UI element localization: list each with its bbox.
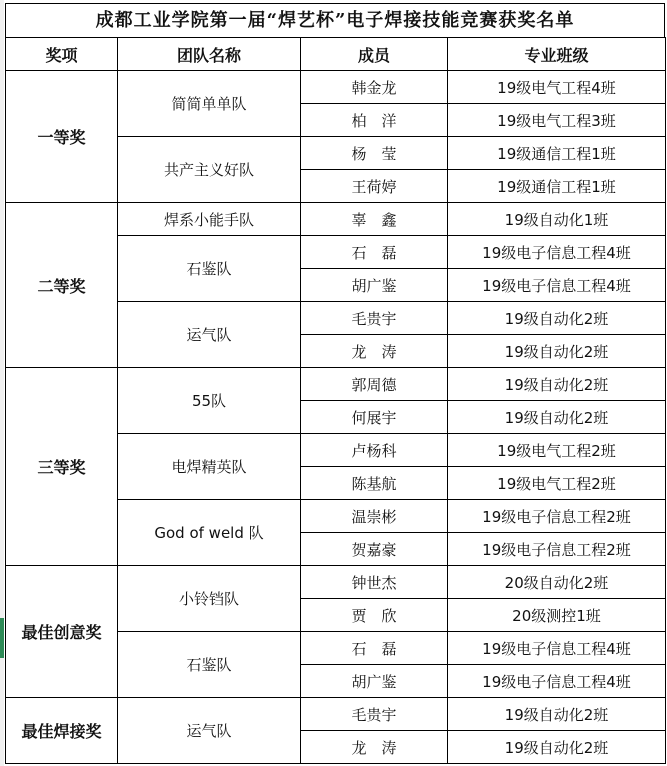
class-cell: 19级自动化1班 — [448, 203, 666, 236]
class-cell: 19级自动化2班 — [448, 731, 666, 764]
award-cell: 一等奖 — [6, 71, 118, 203]
team-name-cell: 石鉴队 — [118, 632, 301, 698]
award-sheet — [5, 3, 665, 764]
member-cell: 石 磊 — [301, 236, 448, 269]
member-cell: 郭周德 — [301, 368, 448, 401]
class-cell: 19级电子信息工程4班 — [448, 665, 666, 698]
member-cell: 卢杨科 — [301, 434, 448, 467]
class-cell: 19级自动化2班 — [448, 302, 666, 335]
class-cell: 19级电子信息工程2班 — [448, 500, 666, 533]
header-row — [6, 38, 666, 71]
member-cell: 陈基航 — [301, 467, 448, 500]
class-cell: 20级测控1班 — [448, 599, 666, 632]
award-table — [5, 37, 666, 764]
team-name-cell: 电焊精英队 — [118, 434, 301, 500]
member-cell: 温崇彬 — [301, 500, 448, 533]
class-cell: 19级自动化2班 — [448, 368, 666, 401]
member-cell: 石 磊 — [301, 632, 448, 665]
award-cell: 最佳创意奖 — [6, 566, 118, 698]
team-name-cell: 焊系小能手队 — [118, 203, 301, 236]
member-cell: 龙 涛 — [301, 335, 448, 368]
class-cell: 20级自动化2班 — [448, 566, 666, 599]
header-member: 成员 — [301, 38, 448, 71]
row-marker — [0, 618, 4, 658]
table-row — [6, 71, 666, 104]
team-name-cell: 小铃铛队 — [118, 566, 301, 632]
member-cell: 毛贵宇 — [301, 302, 448, 335]
member-cell: 龙 涛 — [301, 731, 448, 764]
award-cell: 最佳焊接奖 — [6, 698, 118, 764]
class-cell: 19级自动化2班 — [448, 335, 666, 368]
class-cell: 19级电气工程2班 — [448, 434, 666, 467]
team-name-cell: 55队 — [118, 368, 301, 434]
member-cell: 王荷婷 — [301, 170, 448, 203]
table-row — [6, 203, 666, 236]
team-name-cell: 简简单单队 — [118, 71, 301, 137]
class-cell: 19级电子信息工程2班 — [448, 533, 666, 566]
header-award: 奖项 — [6, 38, 118, 71]
sheet-title: 成都工业学院第一届“焊艺杯”电子焊接技能竞赛获奖名单 — [5, 3, 665, 37]
class-cell: 19级自动化2班 — [448, 698, 666, 731]
class-cell: 19级电子信息工程4班 — [448, 269, 666, 302]
header-team: 团队名称 — [118, 38, 301, 71]
member-cell: 胡广鉴 — [301, 269, 448, 302]
member-cell: 钟世杰 — [301, 566, 448, 599]
class-cell: 19级电子信息工程4班 — [448, 236, 666, 269]
member-cell: 贾 欣 — [301, 599, 448, 632]
award-cell: 三等奖 — [6, 368, 118, 566]
member-cell: 贺嘉豪 — [301, 533, 448, 566]
member-cell: 杨 莹 — [301, 137, 448, 170]
class-cell: 19级电气工程3班 — [448, 104, 666, 137]
member-cell: 辜 鑫 — [301, 203, 448, 236]
class-cell: 19级通信工程1班 — [448, 137, 666, 170]
award-cell: 二等奖 — [6, 203, 118, 368]
table-row — [6, 566, 666, 599]
table-row — [6, 698, 666, 731]
team-name-cell: God of weld 队 — [118, 500, 301, 566]
class-cell: 19级电子信息工程4班 — [448, 632, 666, 665]
award-table-body — [6, 71, 666, 764]
member-cell: 何展宇 — [301, 401, 448, 434]
member-cell: 韩金龙 — [301, 71, 448, 104]
class-cell: 19级通信工程1班 — [448, 170, 666, 203]
member-cell: 毛贵宇 — [301, 698, 448, 731]
class-cell: 19级自动化2班 — [448, 401, 666, 434]
member-cell: 胡广鉴 — [301, 665, 448, 698]
team-name-cell: 共产主义好队 — [118, 137, 301, 203]
table-row — [6, 368, 666, 401]
team-name-cell: 运气队 — [118, 302, 301, 368]
team-name-cell: 石鉴队 — [118, 236, 301, 302]
header-class: 专业班级 — [448, 38, 666, 71]
team-name-cell: 运气队 — [118, 698, 301, 764]
class-cell: 19级电气工程2班 — [448, 467, 666, 500]
member-cell: 柏 洋 — [301, 104, 448, 137]
class-cell: 19级电气工程4班 — [448, 71, 666, 104]
